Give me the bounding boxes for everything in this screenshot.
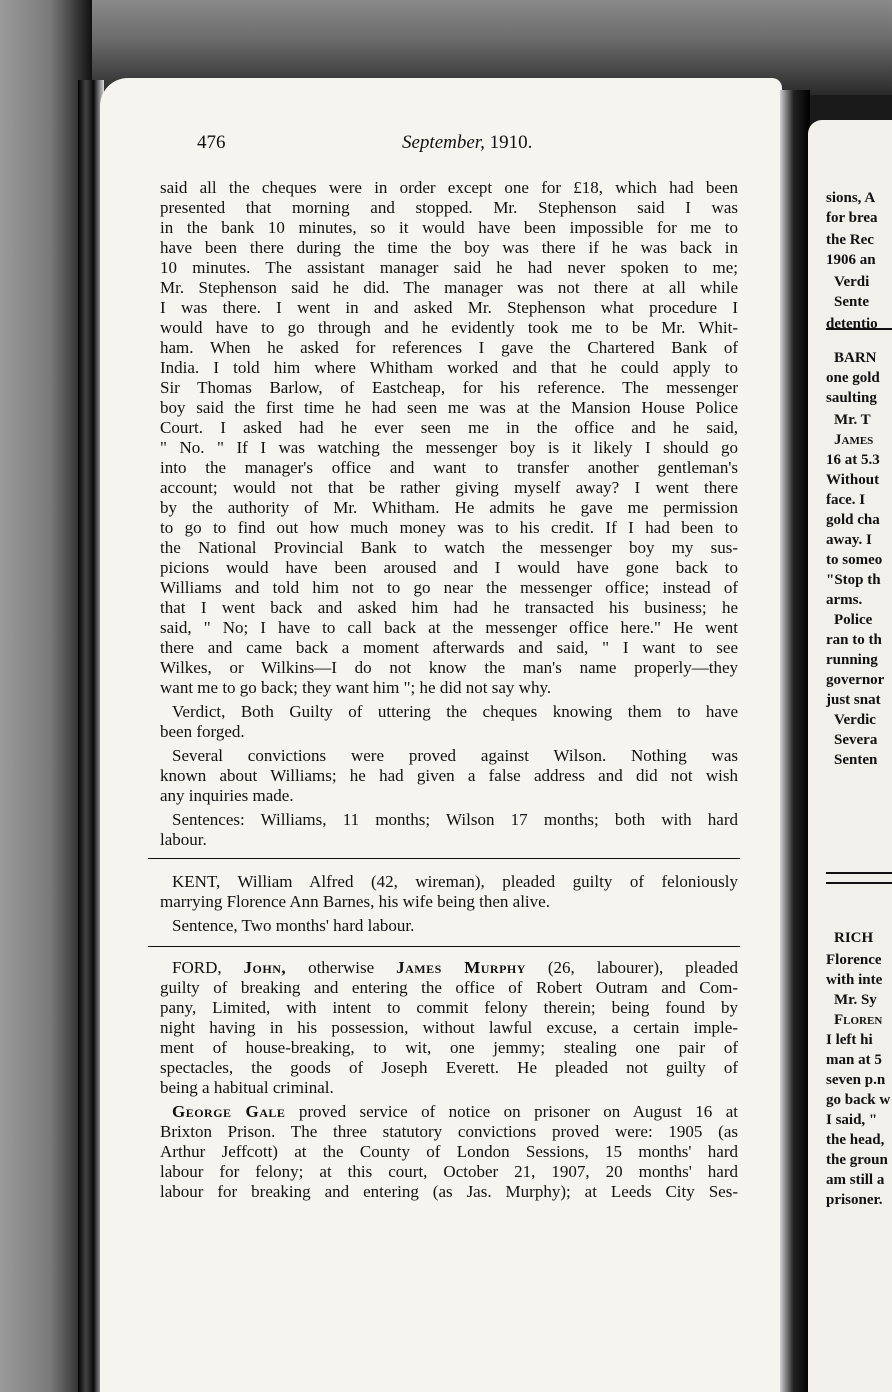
witness-first-line [172, 1102, 738, 1122]
kent-case-line: marrying Florence Ann Barnes, his wife being then alive. [160, 892, 550, 911]
convictions-line: any inquiries made. [160, 786, 294, 805]
paragraph-line: Sir Thomas Barlow, of Eastcheap, for his reference. The messenger [160, 378, 738, 397]
witness-line: Arthur Jeffcott) at the County of London Sessions, 15 months' hard [160, 1142, 738, 1161]
paragraph-line: in the bank 10 minutes, so it would have been impossible for me to [160, 218, 738, 237]
right-page-text-fragment: prisoner. [826, 1192, 883, 1208]
right-page-text-fragment: Floren [834, 1012, 883, 1028]
paragraph-line: into the manager's office and want to transfer another gentleman's [160, 458, 738, 477]
ford-case-line: spectacles, the goods of Joseph Everett. He pleaded not guilty of [160, 1058, 738, 1077]
right-page-text-fragment: go back w [826, 1092, 891, 1108]
right-page-text-fragment: Mr. Sy [834, 992, 877, 1008]
paragraph-line: would have to go through and he evidently took me to be Mr. Whit- [160, 318, 738, 337]
running-head-month: September, [402, 132, 485, 153]
right-page-text-fragment: am still a [826, 1172, 885, 1188]
right-page-text-fragment: the Rec [826, 232, 874, 248]
right-page-text-fragment: man at 5 [826, 1052, 882, 1068]
witness-first-line-tail: proved service of notice on prisoner on August 16 at [298, 1102, 739, 1121]
paragraph-line: the National Provincial Bank to watch the messenger boy my sus- [160, 538, 738, 557]
paragraph-line: " No. " If I was watching the messenger boy is it likely I should go [160, 438, 738, 457]
paragraph-line: Mr. Stephenson said he did. The manager was not there at all while [160, 278, 738, 297]
right-page-text-fragment: sions, A [826, 190, 876, 206]
ford-case-line: being a habitual criminal. [160, 1078, 334, 1097]
right-page-text-fragment: RICH [834, 930, 874, 946]
case-divider [148, 946, 740, 947]
ford-first-line-tail: (26, labourer), pleaded [547, 958, 739, 977]
right-page-text-fragment: seven p.n [826, 1072, 886, 1088]
paragraph-line: Williams and told him not to go near the messenger office; instead of [160, 578, 738, 597]
paragraph-line: Wilkes, or Wilkins—I do not know the man's name properly—they [160, 658, 738, 677]
right-page-text-fragment: gold cha [826, 512, 880, 528]
ford-case-first-line [172, 958, 738, 978]
kent-case-sentence: Sentence, Two months' hard labour. [172, 916, 415, 935]
defendant-alias: James Murphy [396, 958, 526, 977]
sentences-line: labour. [160, 830, 207, 849]
right-page-text-fragment: to someo [826, 552, 883, 568]
paragraph-line: ham. When he asked for references I gave the Chartered Bank of [160, 338, 738, 357]
paragraph-line: boy said the first time he had seen me was at the Mansion House Police [160, 398, 738, 417]
paragraph-line: account; would not that be rather giving myself away? I went there [160, 478, 738, 497]
right-page-text-fragment: Sente [834, 294, 869, 310]
page-number: 476 [197, 132, 226, 153]
case-divider [148, 858, 740, 859]
right-page-text-fragment: I left hi [826, 1032, 873, 1048]
ford-case-line: guilty of breaking and entering the office of Robert Outram and Com- [160, 978, 738, 997]
paragraph-line: to go to find out how much money was to his credit. If I had been to [160, 518, 738, 537]
right-page-text-fragment: BARN [834, 350, 877, 366]
sentences-line: Sentences: Williams, 11 months; Wilson 17 months; both with hard [172, 810, 738, 829]
right-page-text-fragment: Senten [834, 752, 878, 768]
right-page-text-fragment: James [834, 432, 874, 448]
right-page-text-fragment: "Stop th [826, 572, 881, 588]
paragraph-line: want me to go back; they want him "; he did not say why. [160, 678, 552, 697]
right-page-text-fragment: for brea [826, 210, 878, 226]
paragraph-line: there and came back a moment afterwards and said, " I want to see [160, 638, 738, 657]
right-page-text-fragment: away. I [826, 532, 872, 548]
witness-line: labour for felony; at this court, October 21, 1907, 20 months' hard [160, 1162, 738, 1181]
paragraph-line: 10 minutes. The assistant manager said he had never spoken to me; [160, 258, 738, 277]
paragraph-line: Court. I asked had he ever seen me in the office and he said, [160, 418, 738, 437]
right-page-text-fragment: 16 at 5.3 [826, 452, 880, 468]
right-page-text-fragment: Florence [826, 952, 882, 968]
right-page-text-fragment: Severa [834, 732, 878, 748]
witness-line: Brixton Prison. The three statutory convictions proved were: 1905 (as [160, 1122, 738, 1141]
right-page-text-fragment: 1906 an [826, 252, 876, 268]
paragraph-line: said, " No; I have to call back at the messenger office here." He went [160, 618, 738, 637]
right-page-text-fragment: Police [834, 612, 873, 628]
right-page-text-fragment: arms. [826, 592, 863, 608]
right-page-text-fragment: I said, " [826, 1112, 878, 1128]
right-page-text-fragment: face. I [826, 492, 866, 508]
running-head [402, 132, 532, 154]
ford-case-line: pany, Limited, with intent to commit felony therein; being found by [160, 998, 738, 1017]
paragraph-line: presented that morning and stopped. Mr. Stephenson said I was [160, 198, 738, 217]
defendant-forename: John, [243, 958, 287, 977]
alias-word: otherwise [308, 958, 375, 977]
right-page-text-fragment: Mr. T [834, 412, 871, 428]
verdict-line: Verdict, Both Guilty of uttering the cheques knowing them to have [172, 702, 738, 721]
paragraph-line: that I went back and asked him had he transacted his business; he [160, 598, 738, 617]
right-page-text-fragment: saulting [826, 390, 877, 406]
ford-case-line: ment of house-breaking, to wit, one jemmy; stealing one pair of [160, 1038, 738, 1057]
right-page-text-fragment: Verdic [834, 712, 876, 728]
ford-case-line: night having in his possession, without lawful excuse, a certain imple- [160, 1018, 738, 1037]
right-page-text-fragment: the head, [826, 1132, 885, 1148]
right-page-text-fragment: the groun [826, 1152, 888, 1168]
paragraph-line: said all the cheques were in order except one for £18, which had been [160, 178, 738, 197]
right-page-text-fragment: running [826, 652, 878, 668]
right-page-text-fragment: one gold [826, 370, 880, 386]
paragraph-line: India. I told him where Whitham worked and that he could apply to [160, 358, 738, 377]
paragraph-line: I was there. I went in and asked Mr. Stephenson what procedure I [160, 298, 738, 317]
convictions-line: known about Williams; he had given a false address and did not wish [160, 766, 738, 785]
witness-name: George Gale [172, 1102, 286, 1121]
right-page-text-fragment: governor [826, 672, 885, 688]
witness-line: labour for breaking and entering (as Jas. Murphy); at Leeds City Ses- [160, 1182, 738, 1201]
right-page-text-fragment: detentio [826, 316, 878, 332]
kent-case-line: KENT, William Alfred (42, wireman), pleaded guilty of feloniously [172, 872, 738, 891]
right-page-text-fragment: just snat [826, 692, 881, 708]
right-page-text-fragment: with inte [826, 972, 883, 988]
right-page-text-fragment: Verdi [834, 274, 870, 290]
right-page-text-fragment: Without [826, 472, 880, 488]
defendant-surname: FORD, [172, 958, 222, 977]
convictions-line: Several convictions were proved against Wilson. Nothing was [172, 746, 738, 765]
paragraph-line: have been there during the time the boy was there if he was back in [160, 238, 738, 257]
paragraph-line: picions would have been aroused and I would have gone back to [160, 558, 738, 577]
running-head-year: 1910. [489, 132, 533, 153]
verdict-line: been forged. [160, 722, 245, 741]
right-page-text-fragment: ran to th [826, 632, 882, 648]
paragraph-line: by the authority of Mr. Whitham. He admits he gave me permission [160, 498, 738, 517]
